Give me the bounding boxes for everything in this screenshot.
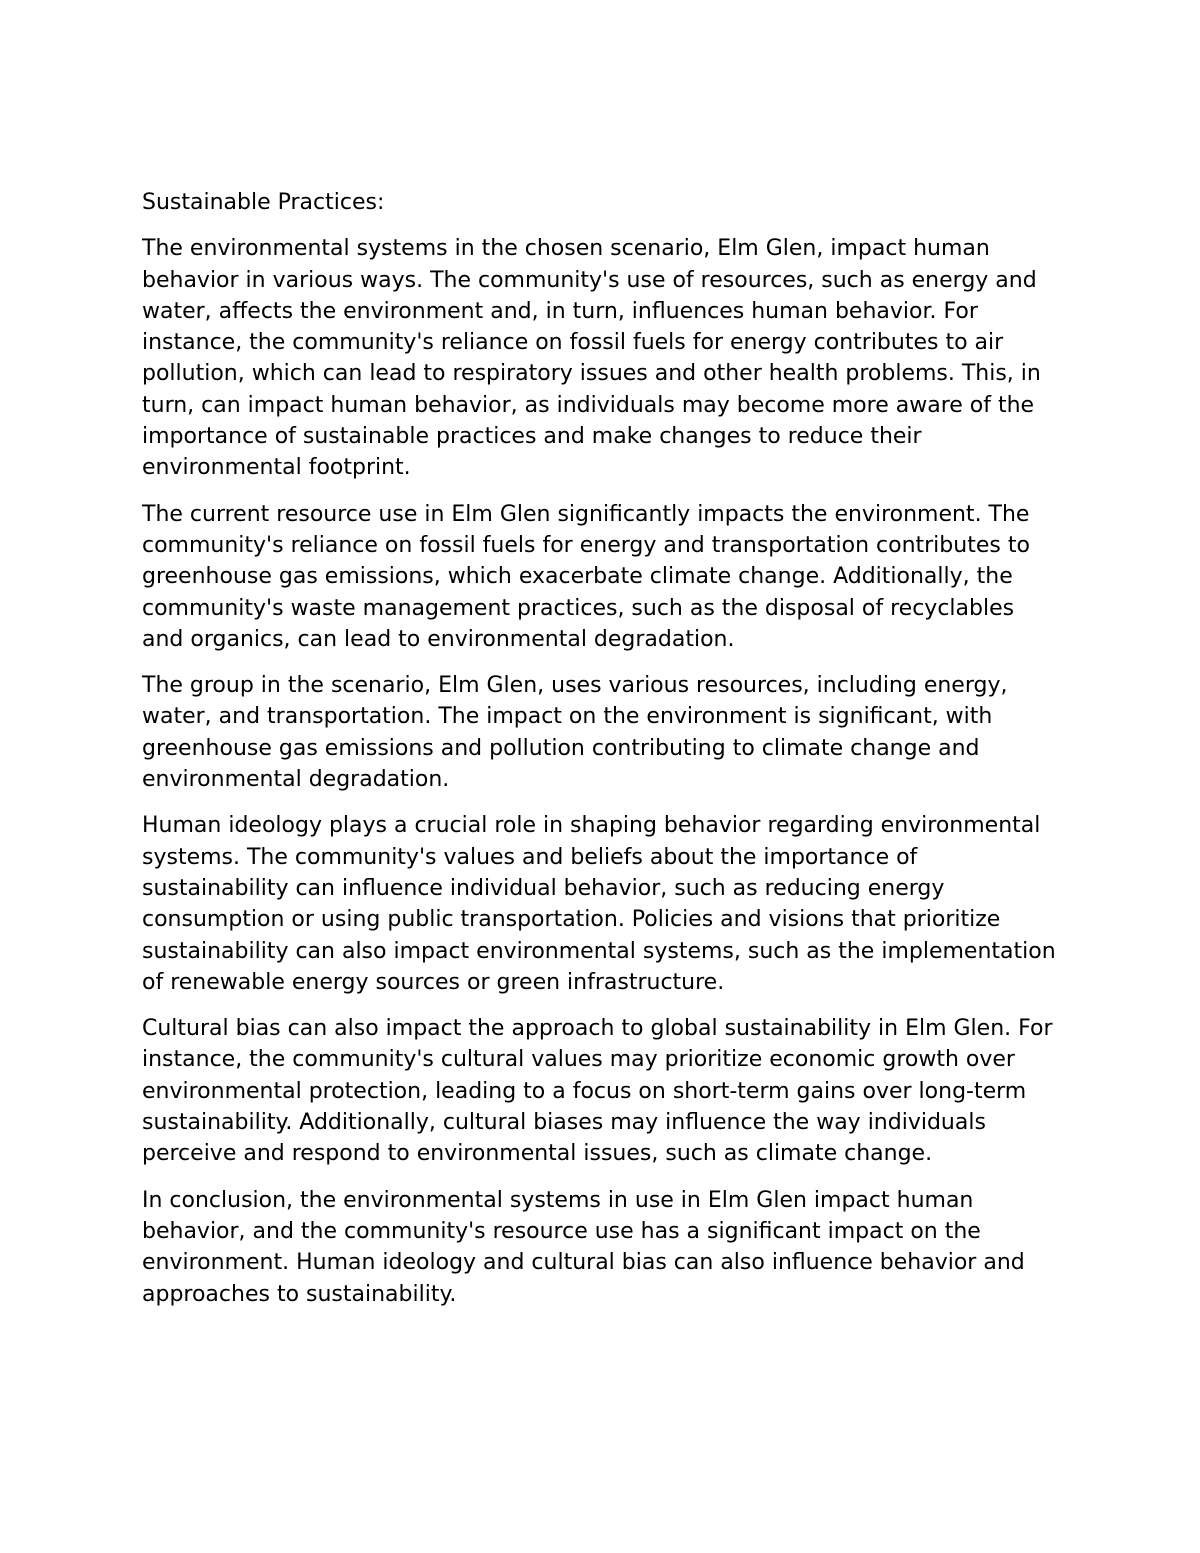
section-heading: Sustainable Practices:: [142, 190, 385, 215]
paragraph-cultural-bias: Cultural bias can also impact the approach to global sustainability in Elm Glen. For instance, the community's cultural values may prioritize economic growth over environmental protection, leading to a focus on short-term gains over long-term sustainability. Additionally, cultural biases may influence the way individuals perceive and respond to environmental issues, such as climate change.: [142, 1016, 1053, 1167]
paragraph-human-ideology: Human ideology plays a crucial role in shaping behavior regarding environmental systems. The community's values and beliefs about the importance of sustainability can influence individual behavior, such as reducing energy consumption or using public transportation. Policies and visions that prioritize sustainability can also impact environmental systems, such as the implementation of renewable energy sources or green infrastructure.: [142, 813, 1056, 995]
paragraph-conclusion: In conclusion, the environmental systems in use in Elm Glen impact human behavior, and the community's resource use has a significant impact on the environment. Human ideology and cultural bias can also influence behavior and approaches to sustainability.: [142, 1187, 1025, 1307]
paragraph-resource-use: The current resource use in Elm Glen significantly impacts the environment. The community's reliance on fossil fuels for energy and transportation contributes to greenhouse gas emissions, which exacerbate climate change. Additionally, the community's waste management practices, such as the disposal of recyclables and organics, can lead to environmental degradation.: [142, 501, 1030, 652]
document-body: [142, 187, 1062, 1325]
paragraph-environmental-systems: The environmental systems in the chosen scenario, Elm Glen, impact human behavior in various ways. The community's use of resources, such as energy and water, affects the environment and, in turn, influences human behavior. For instance, the community's reliance on fossil fuels for energy contributes to air pollution, which can lead to respiratory issues and other health problems. This, in turn, can impact human behavior, as individuals may become more aware of the importance of sustainable practices and make changes to reduce their environmental footprint.: [142, 236, 1041, 481]
paragraph-group-resources: The group in the scenario, Elm Glen, uses various resources, including energy, water, and transportation. The impact on the environment is significant, with greenhouse gas emissions and pollution contributing to climate change and environmental degradation.: [142, 673, 1008, 793]
